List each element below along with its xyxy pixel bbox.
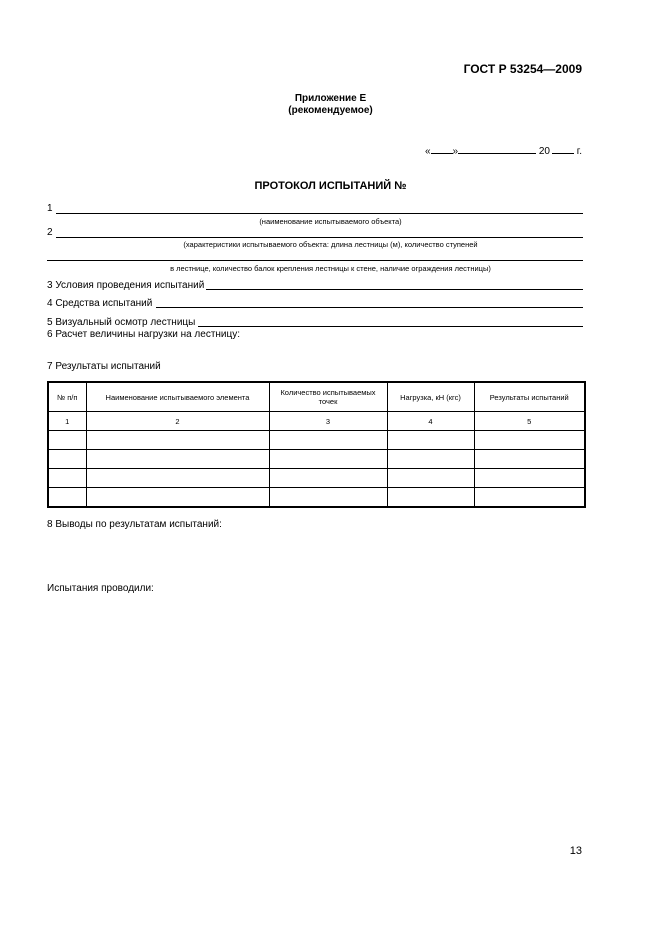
item5-underline [198, 326, 583, 327]
item1-underline [56, 213, 583, 214]
date-line [425, 143, 582, 157]
year-prefix: 20 [538, 146, 550, 157]
item6-label: 6 Расчет величины нагрузки на лестницу: [47, 329, 241, 340]
item5-label: 5 Визуальный осмотр лестницы [47, 317, 196, 328]
column-number: 3 [269, 412, 387, 431]
performed-by-label: Испытания проводили: [47, 583, 154, 594]
column-number: 4 [387, 412, 474, 431]
date-open-quote: « [424, 146, 431, 157]
item2-underline-2 [47, 260, 583, 261]
table-row [48, 450, 585, 469]
item2-underline [56, 237, 583, 238]
item2-caption-2: в лестнице, количество балок крепления лестницы к стене, наличие ограждения лестницы) [170, 264, 491, 273]
table-header-row [48, 382, 585, 412]
appendix-subtitle: (рекомендуемое) [288, 105, 373, 116]
item1-caption: (наименование испытываемого объекта) [259, 217, 402, 226]
conclusions-label: 8 Выводы по результатам испытаний: [47, 519, 222, 530]
item3-label: 3 Условия проведения испытаний [47, 280, 205, 291]
item2-caption-1: (характеристики испытываемого объекта: длина лестницы (м), количество ступеней [183, 240, 478, 249]
year-suffix: г. [576, 146, 582, 157]
item4-underline [156, 307, 583, 308]
protocol-title: ПРОТОКОЛ ИСПЫТАНИЙ № [254, 180, 407, 192]
month-blank [458, 143, 536, 154]
header-cell: № п/п [48, 382, 86, 412]
header-cell: Наименование испытываемого элемента [86, 382, 269, 412]
appendix-title: Приложение Е [294, 93, 367, 104]
header-cell: Количество испытываемых точек [269, 382, 387, 412]
table-row [48, 431, 585, 450]
table-row [48, 488, 585, 508]
standard-number: ГОСТ Р 53254—2009 [463, 62, 582, 76]
page-number: 13 [569, 845, 582, 857]
date-close-quote: » [452, 146, 459, 157]
item4-label: 4 Средства испытаний [47, 298, 153, 309]
header-cell: Нагрузка, кН (кгс) [387, 382, 474, 412]
day-blank [431, 143, 453, 154]
table-column-numbers [48, 412, 585, 431]
header-cell: Результаты испытаний [474, 382, 585, 412]
item2-number: 2 [47, 227, 53, 238]
results-table [47, 381, 586, 508]
column-number: 2 [86, 412, 269, 431]
year-blank [552, 143, 574, 154]
column-number: 5 [474, 412, 585, 431]
column-number: 1 [48, 412, 86, 431]
table-row [48, 469, 585, 488]
item1-number: 1 [47, 203, 53, 214]
item7-label: 7 Результаты испытаний [47, 361, 161, 372]
item3-underline [206, 289, 583, 290]
